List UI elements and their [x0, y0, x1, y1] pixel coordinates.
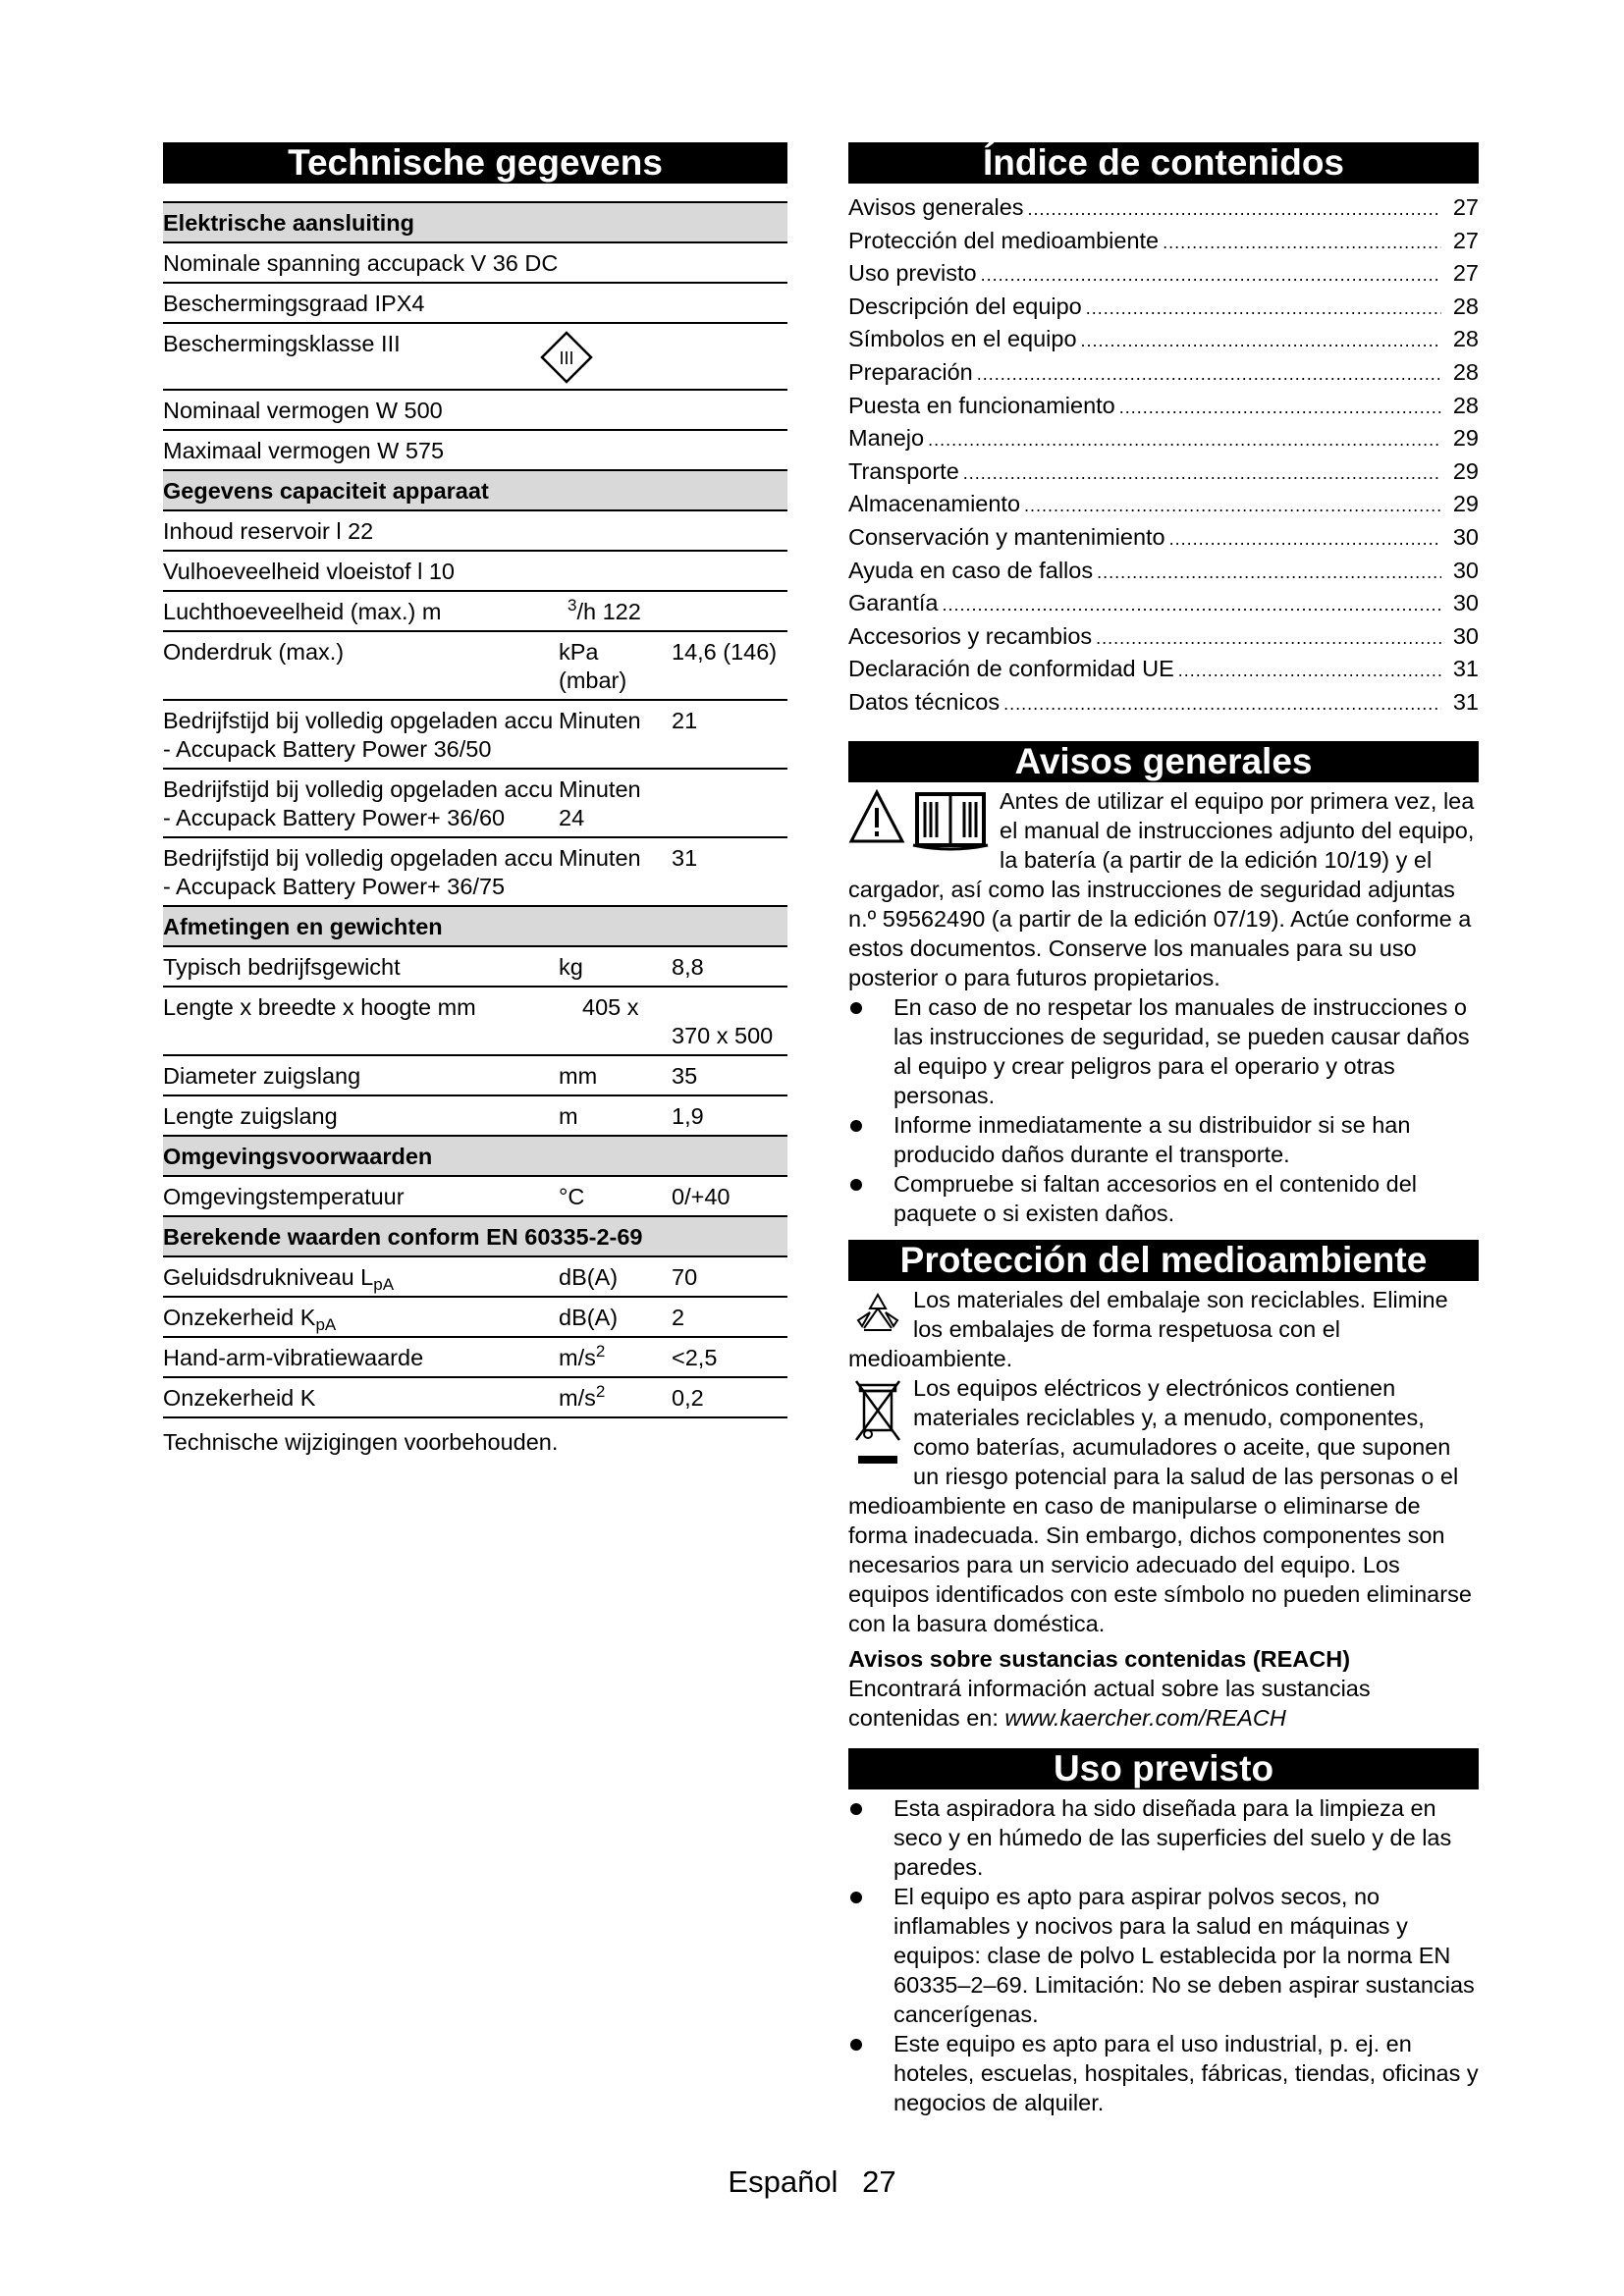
table-row [163, 1298, 787, 1338]
toc-entry[interactable] [848, 620, 1479, 654]
table-row [163, 1096, 787, 1137]
proteccion-weee-text: Los equipos eléctricos y electrónicos contienen materiales reciclables y, a menudo, componentes, como baterías, acumuladores o aceite, que suponen un riesgo potencial para la salud de las personas o el medioambiente en caso de manipularse o eliminarse de forma inadecuada. Sin embargo, dichos componentes son necesarios para un servicio adecuado del equipo. Los equipos identificados con este símbolo no pueden eliminarse con la basura doméstica. [848, 1374, 1472, 1636]
table-row [163, 511, 787, 552]
toc-leader-dots [1178, 653, 1441, 688]
row-unit: dB(A) [559, 1264, 619, 1290]
subscript: pA [373, 1275, 395, 1294]
row-label: Hand-arm-vibratiewaarde [163, 1345, 424, 1370]
technical-data-table [163, 201, 787, 1418]
uso-title: Uso previsto [848, 1748, 1479, 1789]
toc-entry[interactable] [848, 521, 1479, 555]
toc-leader-dots [1163, 225, 1441, 260]
toc-entry-label: Almacenamiento [848, 491, 1021, 517]
superscript: 2 [595, 1342, 606, 1361]
table-row [163, 701, 787, 770]
bullet-icon [850, 1120, 862, 1132]
proteccion-title: Protección del medioambiente [848, 1240, 1479, 1281]
toc-entry-page: 29 [1452, 457, 1479, 484]
proteccion-packaging-text: Los materiales del embalaje son reciclables. Elimine los embalajes de forma respetuosa con el medioambiente. [848, 1286, 1448, 1371]
subscript: pA [315, 1315, 337, 1334]
row-label [163, 598, 568, 626]
bullet-text: El equipo es apto para aspirar polvos secos, no inflamables y nocivos para la salud en máquinas y equipos: clase de polvo L establecida por la norma EN 60335–2–69. Limitación: No se deben aspirar sustancias cancerígenas. [893, 1883, 1475, 2027]
protection-class-iii-text: III [559, 348, 574, 368]
warning-icon [848, 788, 905, 845]
toc-entry-page: 28 [1452, 326, 1479, 352]
toc-entry-page: 27 [1452, 194, 1479, 220]
toc-entry[interactable] [848, 488, 1479, 521]
toc-entry[interactable] [848, 257, 1479, 291]
bullet-icon [850, 2039, 862, 2051]
bullet-text: Este equipo es apto para el uso industrial, p. ej. en hoteles, escuelas, hospitales, fábricas, tiendas, oficinas y negocios de alquiler. [893, 2030, 1479, 2115]
row-value: 70 [672, 1264, 698, 1290]
avisos-title: Avisos generales [848, 741, 1479, 782]
row-unit: kg [559, 954, 583, 980]
toc-leader-dots [981, 257, 1441, 293]
toc-leader-dots [1028, 191, 1441, 227]
bullet-text: En caso de no respetar los manuales de instrucciones o las instrucciones de seguridad, se pueden causar daños al equipo y crear peligros para el operario y otras personas. [893, 993, 1470, 1108]
row-unit [559, 1344, 672, 1372]
table-row [163, 324, 787, 391]
reach-link[interactable]: www.kaercher.com/REACH [1004, 1704, 1286, 1731]
toc-leader-dots [1003, 686, 1441, 721]
table-row [163, 1257, 787, 1298]
toc-entry-label: Ayuda en caso de fallos [848, 557, 1094, 583]
table-row [163, 1056, 787, 1096]
superscript: 2 [595, 1382, 606, 1401]
row-value: 1,9 [672, 1103, 704, 1129]
footer-page-number: 27 [862, 2164, 896, 2199]
row-label: Inhoud reservoir l 22 [163, 518, 374, 544]
toc-entry-page: 27 [1452, 227, 1479, 253]
row-value: 21 [672, 708, 698, 733]
row-value: 370 x 500 [672, 1023, 774, 1048]
toc-leader-dots [963, 455, 1441, 491]
row-label: Bedrijfstijd bij volledig opgeladen accu - Accupack Battery Power+ 36/75 [163, 845, 554, 899]
reach-title: Avisos sobre sustancias contenidas (REACH) [848, 1645, 1351, 1672]
toc-entry[interactable] [848, 555, 1479, 588]
table-row [163, 243, 787, 284]
toc-entry-page: 29 [1452, 491, 1479, 517]
row-value-text: /h 122 [576, 599, 641, 624]
row-unit [559, 1384, 672, 1413]
row-label-text: Luchthoeveelheid (max.) m [163, 599, 442, 624]
toc-entry-label: Manejo [848, 425, 925, 452]
row-value: 0/+40 [672, 1184, 731, 1209]
toc-entry-page: 29 [1452, 425, 1479, 452]
bullet-item [848, 1882, 1479, 2029]
row-unit: °C [559, 1184, 585, 1209]
toc-entry-label: Avisos generales [848, 194, 1024, 220]
row-unit: m [559, 1103, 578, 1129]
recycle-icon [854, 1291, 901, 1338]
uso-bullet-list [848, 1793, 1479, 2117]
toc-leader-dots [1024, 488, 1441, 523]
table-section-header [163, 907, 787, 947]
reach-text [848, 1674, 1479, 1733]
toc-entry[interactable] [848, 225, 1479, 258]
unit-text: m/s [559, 1385, 596, 1411]
toc-leader-dots [942, 587, 1441, 622]
table-row [163, 391, 787, 431]
table-row [163, 431, 787, 471]
row-label-text: Geluidsdrukniveau L [163, 1264, 374, 1290]
table-row [163, 838, 787, 907]
toc-entry-label: Preparación [848, 358, 973, 385]
toc-entry[interactable] [848, 686, 1479, 720]
toc-entry-page: 30 [1452, 523, 1479, 550]
toc-entry-page: 27 [1452, 260, 1479, 287]
table-section-header [163, 471, 787, 511]
toc-entry[interactable] [848, 356, 1479, 390]
row-label: Lengte zuigslang [163, 1103, 338, 1129]
bullet-item [848, 1793, 1479, 1882]
table-row [163, 592, 787, 632]
bullet-item [848, 1110, 1479, 1169]
bullet-item [848, 992, 1479, 1110]
technical-data-title: Technische gegevens [163, 142, 787, 184]
row-value: 31 [672, 845, 698, 871]
toc-entry[interactable] [848, 191, 1479, 225]
row-label: Beschermingsklasse III [163, 331, 401, 356]
row-label: Beschermingsgraad IPX4 [163, 291, 425, 316]
row-label [163, 1263, 559, 1292]
reach-text-body: Encontrará información actual sobre las sustancias contenidas en: [848, 1675, 1371, 1731]
table-section-header [163, 1137, 787, 1177]
row-value: 35 [672, 1063, 698, 1089]
toc-entry-page: 30 [1452, 557, 1479, 583]
row-unit: Minuten 24 [559, 776, 641, 830]
toc-entry[interactable] [848, 422, 1479, 455]
toc-entry-page: 28 [1452, 358, 1479, 385]
row-value [672, 775, 787, 832]
bullet-icon [850, 1892, 862, 1903]
avisos-bullet-list [848, 992, 1479, 1228]
row-value: 8,8 [672, 954, 704, 980]
toc-entry-page: 30 [1452, 622, 1479, 649]
toc-leader-dots [928, 422, 1441, 457]
toc-entry[interactable] [848, 323, 1479, 356]
row-label: Bedrijfstijd bij volledig opgeladen accu - Accupack Battery Power+ 36/60 [163, 776, 554, 830]
row-unit: Minuten [559, 845, 641, 871]
table-row [163, 632, 787, 701]
row-label: Maximaal vermogen W 575 [163, 438, 445, 463]
row-label: Diameter zuigslang [163, 1063, 361, 1089]
row-label: Vulhoeveelheid vloeistof l 10 [163, 559, 455, 584]
toc-entry-label: Accesorios y recambios [848, 622, 1093, 649]
page-footer [0, 2164, 1624, 2200]
avisos-icons [848, 788, 990, 851]
table-row [163, 284, 787, 324]
bullet-icon [850, 1002, 862, 1014]
section-header-label: Afmetingen en gewichten [163, 914, 443, 939]
row-label: Bedrijfstijd bij volledig opgeladen accu - Accupack Battery Power 36/50 [163, 708, 554, 762]
section-header-label: Omgevingsvoorwaarden [163, 1144, 433, 1169]
table-section-header [163, 203, 787, 243]
protection-class-iii-icon [539, 330, 594, 385]
toc-entry-label: Puesta en funcionamiento [848, 392, 1115, 418]
table-row [163, 552, 787, 592]
manual-book-icon [911, 788, 990, 851]
unit-text: m/s [559, 1345, 596, 1370]
toc-entry-label: Símbolos en el equipo [848, 326, 1077, 352]
toc-entry[interactable] [848, 291, 1479, 324]
row-label-text: Onzekerheid K [163, 1305, 316, 1330]
crossed-bin-icon [854, 1377, 901, 1471]
toc-entry-page: 31 [1452, 688, 1479, 715]
footer-language: Español [728, 2164, 839, 2199]
technical-footnote: Technische wijzigingen voorbehouden. [163, 1429, 559, 1455]
toc-entry-label: Uso previsto [848, 260, 977, 287]
toc-leader-dots [1119, 390, 1441, 425]
table-row [163, 1177, 787, 1217]
bullet-text: Compruebe si faltan accesorios en el contenido del paquete o si existen daños. [893, 1170, 1417, 1226]
toc-leader-dots [1096, 620, 1441, 656]
row-value: <2,5 [672, 1345, 718, 1370]
toc-entry-page: 28 [1452, 293, 1479, 319]
toc-entry-label: Conservación y mantenimiento [848, 523, 1165, 550]
row-label [163, 1304, 559, 1332]
row-unit: kPa (mbar) [559, 639, 627, 693]
row-label: Nominale spanning accupack V 36 DC [163, 250, 559, 276]
row-unit: dB(A) [559, 1305, 619, 1330]
toc-leader-dots [1081, 323, 1441, 358]
toc-entry[interactable] [848, 390, 1479, 423]
toc-entry-label: Transporte [848, 457, 959, 484]
row-value: 2 [672, 1305, 685, 1330]
toc-entry[interactable] [848, 653, 1479, 686]
toc-entry[interactable] [848, 587, 1479, 620]
content-column [848, 142, 1479, 2117]
toc-entry-label: Datos técnicos [848, 688, 1001, 715]
section-header-label: Elektrische aansluiting [163, 210, 414, 236]
row-label: Lengte x breedte x hoogte mm [163, 994, 476, 1020]
bullet-text: Informe inmediatamente a su distribuidor si se han producido daños durante el transporte. [893, 1111, 1411, 1167]
row-value: 0,2 [672, 1385, 704, 1411]
section-header-label: Berekende waarden conform EN 60335-2-69 [163, 1224, 643, 1250]
row-unit: Minuten [559, 708, 641, 733]
toc-entry-label: Declaración de conformidad UE [848, 656, 1174, 682]
toc-title: Índice de contenidos [848, 142, 1479, 184]
row-label: Typisch bedrijfsgewicht [163, 954, 401, 980]
row-label: Onderdruk (max.) [163, 639, 345, 665]
toc-leader-dots [977, 356, 1441, 392]
toc-entry-label: Descripción del equipo [848, 293, 1082, 319]
toc-leader-dots [1086, 291, 1441, 326]
row-unit-value [568, 598, 787, 626]
row-label: Nominaal vermogen W 500 [163, 398, 443, 423]
table-row [163, 988, 787, 1056]
toc-leader-dots [1097, 555, 1441, 590]
superscript: 3 [568, 596, 577, 614]
bullet-icon [850, 1179, 862, 1191]
table-section-header [163, 1217, 787, 1257]
table-row [163, 1338, 787, 1378]
protection-class-symbol [539, 330, 768, 385]
table-of-contents [848, 191, 1479, 720]
table-row [163, 770, 787, 838]
technical-data-column [163, 142, 787, 1457]
toc-entry-page: 31 [1452, 656, 1479, 682]
row-value: 14,6 (146) [672, 639, 778, 665]
bullet-text: Esta aspiradora ha sido diseñada para la limpieza en seco y en húmedo de las superficies del suelo y de las paredes. [893, 1794, 1452, 1880]
toc-entry-page: 28 [1452, 392, 1479, 418]
toc-entry-label: Garantía [848, 590, 939, 616]
bullet-item [848, 1169, 1479, 1228]
row-unit: 405 x [582, 994, 639, 1020]
table-row [163, 947, 787, 988]
toc-entry[interactable] [848, 455, 1479, 489]
bullet-item [848, 2029, 1479, 2117]
avisos-intro: Antes de utilizar el equipo por primera vez, lea el manual de instrucciones adjunto del equipo, la batería (a partir de la edición 10/19) y el cargador, así como las instrucciones de seguridad adjuntas n.º 59562490 (a partir de la edición 07/19). Actúe conforme a estos documentos. Conserve los manuales para su uso posterior o para futuros propietarios. [848, 787, 1475, 990]
row-label: Onzekerheid K [163, 1385, 316, 1411]
toc-entry-label: Protección del medioambiente [848, 227, 1160, 253]
toc-leader-dots [1169, 521, 1441, 557]
section-header-label: Gegevens capaciteit apparaat [163, 478, 489, 504]
bullet-icon [850, 1803, 862, 1815]
row-label: Omgevingstemperatuur [163, 1184, 405, 1209]
table-row [163, 1378, 787, 1418]
row-unit: mm [559, 1063, 598, 1089]
toc-entry-page: 30 [1452, 590, 1479, 616]
